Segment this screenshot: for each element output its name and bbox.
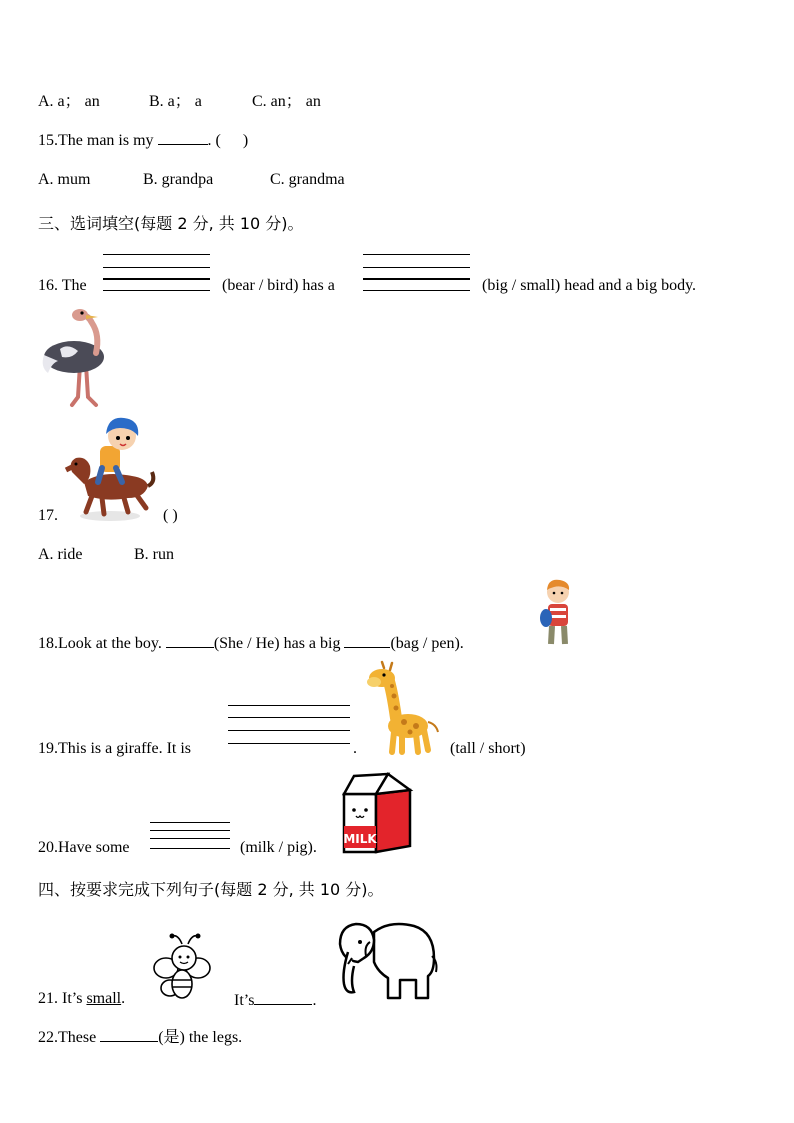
q18-text-2: (She / He) has a big [213,635,341,652]
q15-blank[interactable] [158,130,208,145]
q20-text: 20.Have some [38,839,130,856]
section-4-heading: 四、按要求完成下列句子(每题 2 分, 共 10 分)。 [38,880,384,899]
q15-paren-open: . ( [207,132,221,149]
bee-icon [152,932,212,1004]
q19-choice: (tall / short) [450,740,526,757]
ostrich-icon [38,305,108,410]
q15-paren-close: ) [242,132,249,149]
q15-option-a: A. mum [38,171,91,188]
q22-blank[interactable] [100,1027,158,1042]
q22-text: 22.These [38,1029,97,1046]
section-3-heading: 三、选词填空(每题 2 分, 共 10 分)。 [38,214,304,233]
q16-choice-2: (big / small) head and a big body. [482,277,697,294]
q19-text: 19.This is a giraffe. It is [38,740,192,757]
q18-text-1: 18.Look at the boy. [38,635,162,652]
q21-text-1: 21. It’s [38,990,83,1007]
giraffe-icon [366,660,442,756]
q15-option-b: B. grandpa [143,171,214,188]
q21-part-2 [234,990,316,1010]
q18-blank-1[interactable] [166,633,214,648]
q15-question [38,130,248,150]
boy-riding-horse-icon [62,412,157,522]
q20-choice: (milk / pig). [240,839,317,856]
q15-number: 15. [38,132,58,149]
q15-text: The man is my [58,132,154,149]
q17-number: 17. [38,507,58,524]
q18-blank-2[interactable] [344,633,390,648]
q16-choice-1: (bear / bird) has a [222,277,335,294]
q17-option-a: A. ride [38,546,83,563]
q21-blank[interactable] [254,990,312,1005]
milk-carton-icon [338,772,416,854]
q16-number: 16. The [38,277,87,294]
q21-question [38,990,125,1008]
q21-underlined-word: small [86,990,122,1007]
q14-option-c: C. an； an [252,93,321,110]
q21-period-1: . [121,990,126,1007]
q21-text-2: It’s [234,992,255,1009]
q14-option-b: B. a； a [149,93,202,110]
q15-option-c: C. grandma [270,171,345,188]
boy-with-backpack-icon [538,578,578,650]
milk-label: MILK [343,832,377,846]
q22-question [38,1024,242,1047]
q22-hint: (是) the legs. [158,1029,243,1046]
q21-period-2: . [312,992,317,1009]
q14-option-a: A. a； an [38,93,100,110]
elephant-icon [334,912,440,1004]
q18-question [38,633,464,653]
q17-option-b: B. run [134,546,174,563]
q19-period: . [353,740,357,757]
q18-text-3: (bag / pen). [390,635,464,652]
q17-answer-paren[interactable]: ( ) [163,507,178,524]
